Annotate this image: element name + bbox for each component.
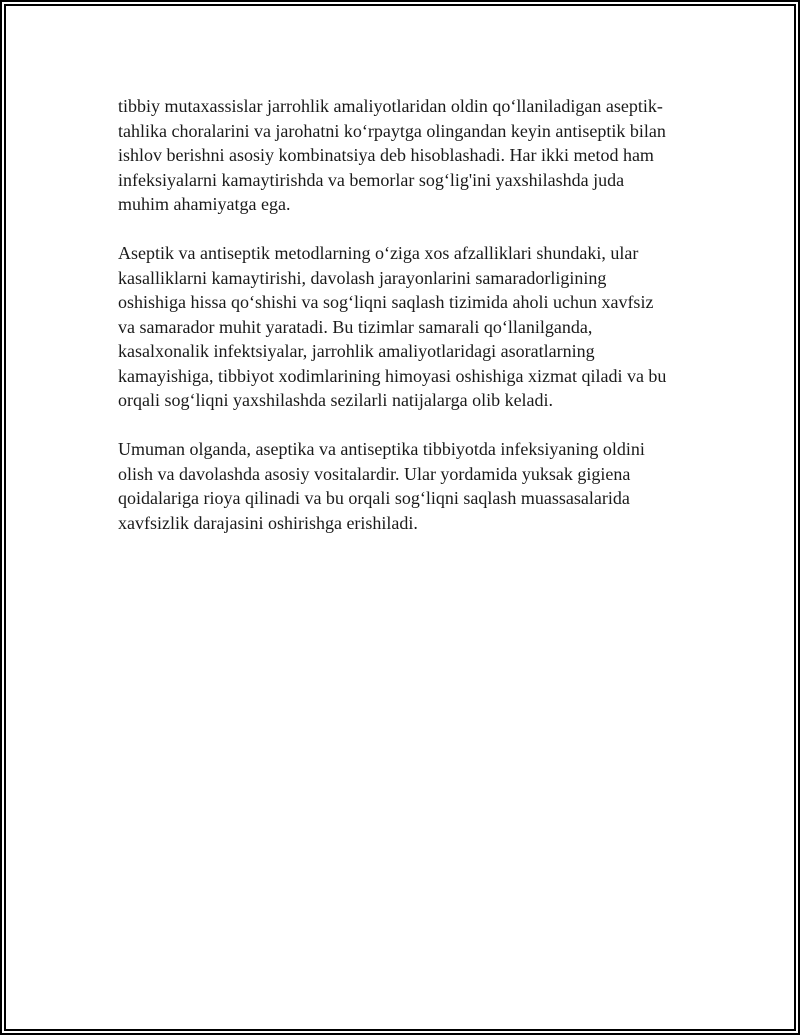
- paragraph-3: Umuman olganda, aseptika va antiseptika tibbiyotda infeksiyaning oldini olish va davolashda asosiy vositalardir. Ular yordamida yuksak gigiena qoidalariga rioya qilinadi va bu orqali sog‘liqni saqlash muassasalarida xavfsizlik darajasini oshirishga erishiladi.: [118, 439, 645, 533]
- document-body: [118, 94, 688, 560]
- paragraph-2: Aseptik va antiseptik metodlarning o‘ziga xos afzalliklari shundaki, ular kasalliklarni kamaytirishi, davolash jarayonlarini samaradorligining oshishiga hissa qo‘shishi va sog‘liqni saqlash tizimida aholi uchun xavfsiz va samarador muhit yaratadi. Bu tizimlar samarali qo‘llanilganda, kasalxonalik infektsiyalar, jarrohlik amaliyotlaridagi asoratlarning kamayishiga, tibbiyot xodimlarining himoyasi oshishiga xizmat qiladi va bu orqali sog‘liqni yaxshilashda sezilarli natijalarga olib keladi.: [118, 243, 667, 410]
- paragraph-1: tibbiy mutaxassislar jarrohlik amaliyotlaridan oldin qo‘llaniladigan aseptik- tahlika choralarini va jarohatni ko‘rpaytga olingandan keyin antiseptik bilan ishlov berishni asosiy kombinatsiya deb hisoblashadi. Har ikki metod ham infeksiyalarni kamaytirishda va bemorlar sog‘lig'ini yaxshilashda juda muhim ahamiyatga ega.: [118, 96, 666, 214]
